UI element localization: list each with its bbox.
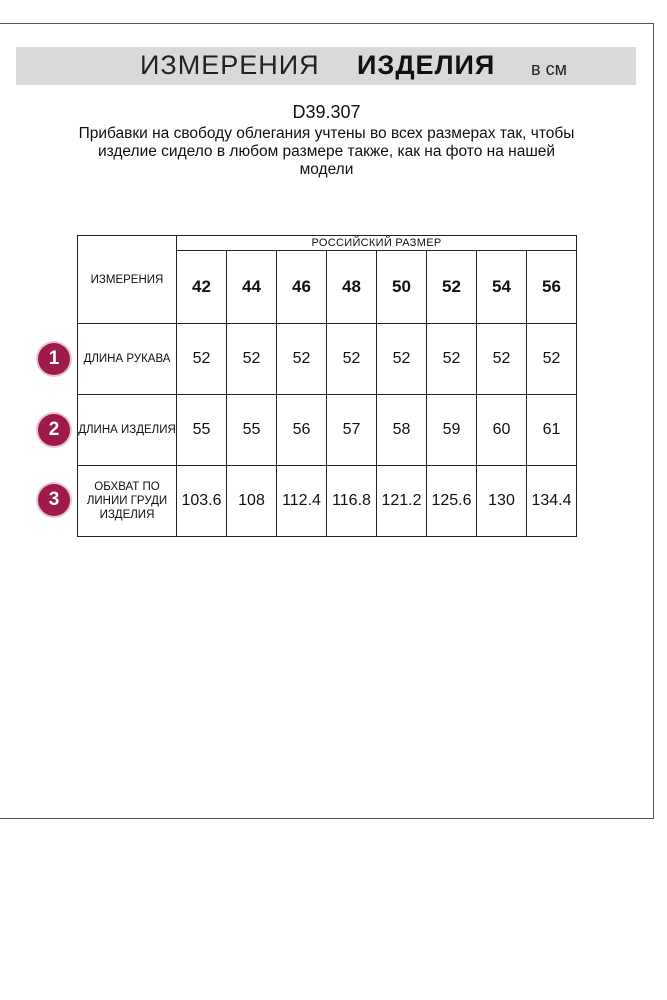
article-number: D39.307: [292, 102, 361, 122]
table-row: [78, 324, 577, 395]
table-cell: 52: [177, 324, 227, 395]
table-cell: 57: [327, 395, 377, 466]
size-56: 56: [527, 251, 577, 324]
table-header-row: [78, 236, 577, 251]
title-product: ИЗДЕЛИЯ: [357, 50, 496, 80]
badge-3: 3: [38, 484, 70, 516]
table-cell: 58: [377, 395, 427, 466]
table-cell: 60: [477, 395, 527, 466]
size-54: 54: [477, 251, 527, 324]
measure-label: ДЛИНА ИЗДЕЛИЯ: [78, 395, 177, 466]
table-cell: 52: [527, 324, 577, 395]
table-cell: 52: [427, 324, 477, 395]
title-measurements: ИЗМЕРЕНИЯ: [140, 50, 320, 80]
table-cell: 52: [227, 324, 277, 395]
size-48: 48: [327, 251, 377, 324]
fit-notice: Прибавки на свободу облегания учтены во всех размерах так, чтобы изделие сидело в любом размере также, как на фото на нашей модели: [78, 125, 575, 178]
table-cell: 52: [377, 324, 427, 395]
badge-1: 1: [38, 343, 70, 375]
table-cell: 55: [177, 395, 227, 466]
badge-2: 2: [38, 414, 70, 446]
title-unit: в см: [531, 59, 567, 79]
size-52: 52: [427, 251, 477, 324]
table-cell: 59: [427, 395, 477, 466]
table-row: [78, 466, 577, 537]
measure-label: ДЛИНА РУКАВА: [78, 324, 177, 395]
measure-header: ИЗМЕРЕНИЯ: [78, 236, 177, 324]
size-42: 42: [177, 251, 227, 324]
table-cell: 112.4: [277, 466, 327, 537]
table-cell: 52: [477, 324, 527, 395]
size-50: 50: [377, 251, 427, 324]
table-cell: 108: [227, 466, 277, 537]
table-cell: 134.4: [527, 466, 577, 537]
table-cell: 103.6: [177, 466, 227, 537]
size-44: 44: [227, 251, 277, 324]
table-cell: 130: [477, 466, 527, 537]
table-cell: 61: [527, 395, 577, 466]
table-row: [78, 395, 577, 466]
size-system-header: РОССИЙСКИЙ РАЗМЕР: [177, 236, 577, 251]
table-cell: 55: [227, 395, 277, 466]
size-table: [77, 235, 577, 537]
table-cell: 116.8: [327, 466, 377, 537]
size-46: 46: [277, 251, 327, 324]
table-cell: 52: [327, 324, 377, 395]
table-cell: 121.2: [377, 466, 427, 537]
table-cell: 125.6: [427, 466, 477, 537]
table-cell: 52: [277, 324, 327, 395]
table-cell: 56: [277, 395, 327, 466]
measure-label: ОБХВАТ ПО ЛИНИИ ГРУДИ ИЗДЕЛИЯ: [78, 466, 177, 537]
